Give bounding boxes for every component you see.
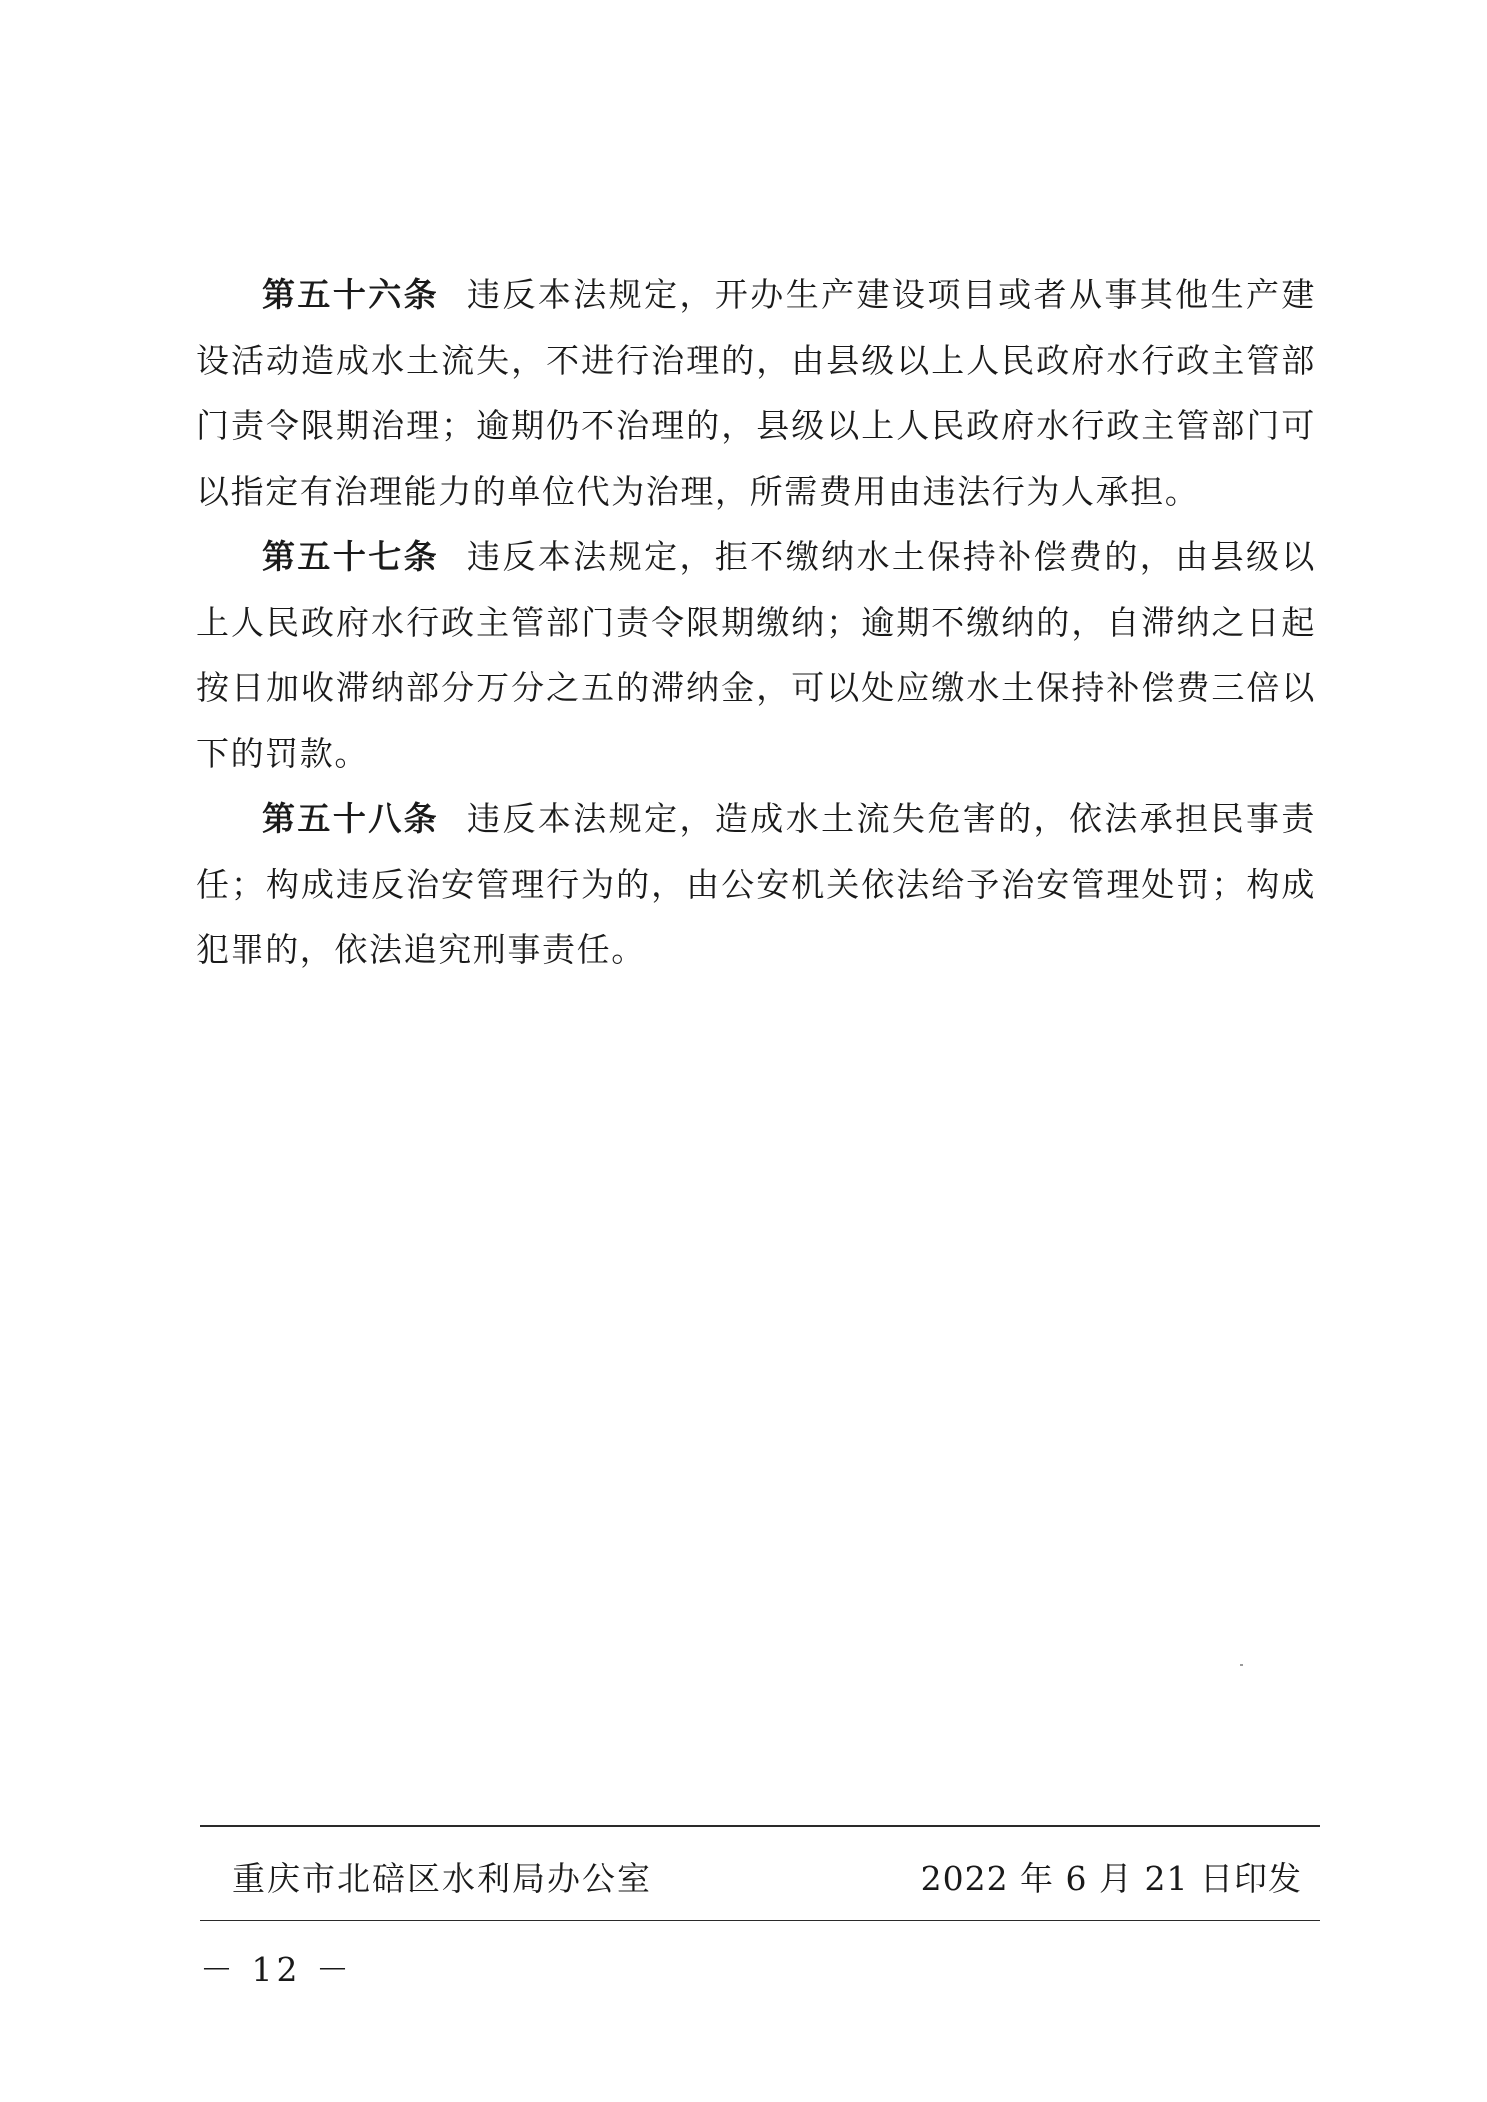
page-number: － 12 － xyxy=(200,1950,353,1989)
article-number: 第五十八条 xyxy=(262,799,440,838)
document-body xyxy=(196,262,1316,983)
article-56 xyxy=(196,262,1316,524)
issuer-name: 重庆市北碚区水利局办公室 xyxy=(232,1859,652,1898)
scan-speck xyxy=(1240,1664,1243,1666)
article-number: 第五十六条 xyxy=(262,275,440,314)
article-number: 第五十七条 xyxy=(262,537,440,576)
issue-date: 2022 年 6 月 21 日印发 xyxy=(920,1859,1302,1898)
colophon xyxy=(200,1825,1320,1921)
article-text: 违反本法规定，开办生产建设项目或者从事其他生产建设活动造成水土流失，不进行治理的，由县级以上人民政府水行政主管部门责令限期治理；逾期仍不治理的，县级以上人民政府水行政主管部门可以指定有治理能力的单位代为治理，所需费用由违法行为人承担。 xyxy=(196,275,1317,511)
article-58 xyxy=(196,786,1316,983)
article-text: 违反本法规定，拒不缴纳水土保持补偿费的，由县级以上人民政府水行政主管部门责令限期缴纳；逾期不缴纳的，自滞纳之日起按日加收滞纳部分万分之五的滞纳金，可以处应缴水土保持补偿费三倍以下的罚款。 xyxy=(196,537,1317,773)
article-57 xyxy=(196,524,1316,786)
article-text: 违反本法规定，造成水土流失危害的，依法承担民事责任；构成违反治安管理行为的，由公安机关依法给予治安管理处罚；构成犯罪的，依法追究刑事责任。 xyxy=(196,799,1317,969)
